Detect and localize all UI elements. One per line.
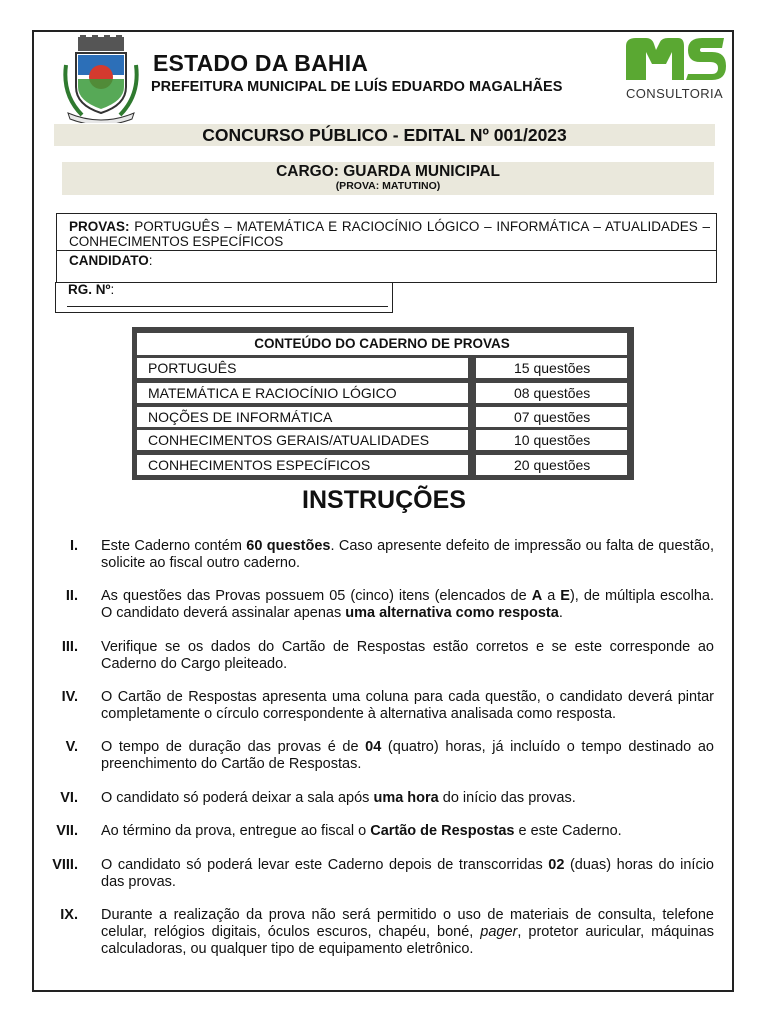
- contents-row: [137, 430, 627, 450]
- candidato-field[interactable]: [56, 250, 717, 283]
- rg-underline: [67, 306, 388, 307]
- subject-cell: PORTUGUÊS: [137, 358, 468, 378]
- instructions-title: INSTRUÇÕES: [302, 486, 466, 514]
- instruction-text: As questões das Provas possuem 05 (cinco) itens (elencados de A a E), de múltipla escolha. O candidato deverá assinalar apenas uma alternativa como resposta.: [101, 588, 714, 621]
- logo-text: CONSULTORIA: [626, 86, 724, 101]
- instruction-text: Durante a realização da prova não será permitido o uso de materiais de consulta, telefone celular, relógios digitais, óculos escuros, chapéu, boné, pager, protetor auricular, máquinas calculadoras, ou qualquer tipo de equipamento eletrônico.: [101, 907, 714, 957]
- instruction-number: I.: [69, 538, 78, 554]
- instruction-text: Verifique se os dados do Cartão de Respostas estão corretos e se este corresponde ao Caderno do Cargo pleiteado.: [101, 639, 714, 672]
- state-title: ESTADO DA BAHIA: [153, 50, 369, 76]
- count-cell: 07 questões: [476, 407, 627, 427]
- rg-label: RG. Nº: [68, 282, 111, 297]
- instruction-number: IX.: [60, 907, 78, 923]
- provas-box: [56, 213, 717, 251]
- subject-cell: MATEMÁTICA E RACIOCÍNIO LÓGICO: [137, 383, 468, 403]
- instruction-number: IV.: [61, 689, 78, 705]
- contents-row: [137, 455, 627, 475]
- subject-cell: CONHECIMENTOS ESPECÍFICOS: [137, 455, 468, 475]
- instruction-number: III.: [61, 639, 78, 655]
- subject-cell: CONHECIMENTOS GERAIS/ATUALIDADES: [137, 430, 468, 450]
- instruction-text: Ao término da prova, entregue ao fiscal o Cartão de Respostas e este Caderno.: [101, 823, 622, 839]
- cargo-subtitle: (PROVA: MATUTINO): [335, 180, 441, 192]
- candidato-colon: :: [148, 253, 153, 268]
- count-cell: 08 questões: [476, 383, 627, 403]
- municipal-crest-icon: [62, 35, 140, 123]
- cargo-band: [62, 162, 714, 195]
- instruction-text: O candidato só poderá deixar a sala após uma hora do início das provas.: [101, 790, 576, 806]
- rg-colon: :: [110, 282, 115, 297]
- instruction-text: Este Caderno contém 60 questões. Caso apresente defeito de impressão ou falta de questão, solicite ao fiscal outro caderno.: [101, 538, 714, 571]
- prefeitura-title: PREFEITURA MUNICIPAL DE LUÍS EDUARDO MAGALHÃES: [151, 79, 563, 95]
- subject-cell: NOÇÕES DE INFORMÁTICA: [137, 407, 468, 427]
- instruction-text: O Cartão de Respostas apresenta uma coluna para cada questão, o candidato deverá pintar completamente o círculo correspondente à alternativa analisada como resposta.: [101, 689, 714, 722]
- concurso-title: CONCURSO PÚBLICO - EDITAL Nº 001/2023: [54, 124, 715, 146]
- contents-row: [137, 383, 627, 403]
- contents-title: CONTEÚDO DO CADERNO DE PROVAS: [137, 333, 627, 355]
- count-cell: 20 questões: [476, 455, 627, 475]
- count-cell: 15 questões: [476, 358, 627, 378]
- instruction-text: O candidato só poderá levar este Caderno depois de transcorridas 02 (duas) horas do início das provas.: [101, 857, 714, 890]
- instruction-number: VII.: [56, 823, 78, 839]
- cargo-title: CARGO: GUARDA MUNICIPAL: [276, 163, 500, 180]
- instruction-number: VI.: [60, 790, 78, 806]
- instruction-number: VIII.: [52, 857, 78, 873]
- count-cell: 10 questões: [476, 430, 627, 450]
- candidato-label: CANDIDATO: [69, 253, 149, 268]
- instruction-number: V.: [65, 739, 78, 755]
- provas-text: PORTUGUÊS – MATEMÁTICA E RACIOCÍNIO LÓGICO – INFORMÁTICA – ATUALIDADES – CONHECIMENTOS ESPECÍFICOS: [69, 219, 710, 249]
- contents-table: [132, 327, 634, 480]
- contents-row: [137, 407, 627, 427]
- contents-row: [137, 358, 627, 378]
- instruction-text: O tempo de duração das provas é de 04 (quatro) horas, já incluído o tempo destinado ao preenchimento do Cartão de Respostas.: [101, 739, 714, 772]
- instruction-number: II.: [65, 588, 78, 604]
- rg-field[interactable]: [55, 282, 393, 313]
- provas-label: PROVAS:: [69, 219, 130, 234]
